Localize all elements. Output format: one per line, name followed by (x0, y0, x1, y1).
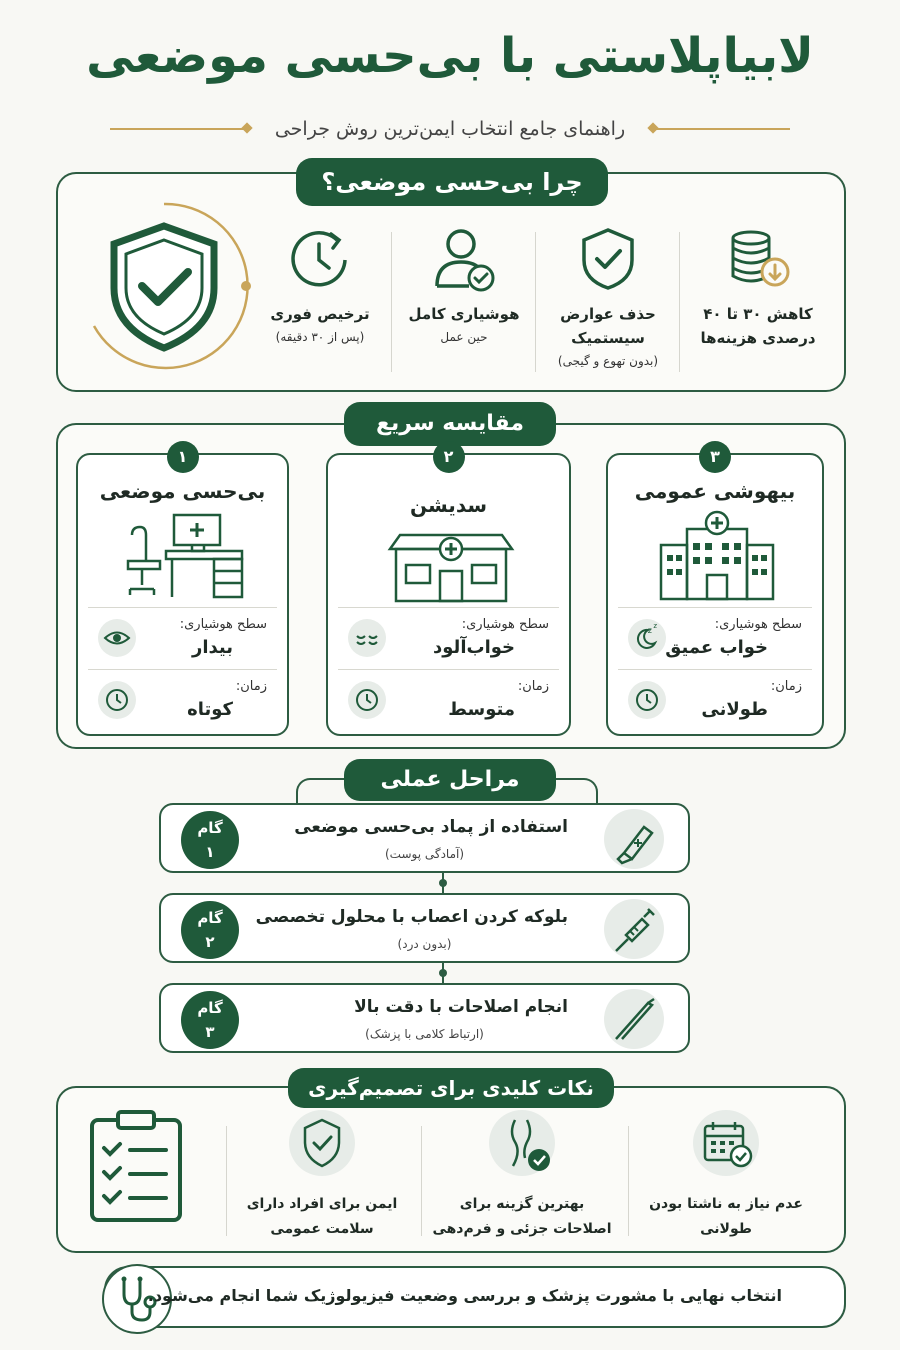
connector-dot (439, 969, 447, 977)
benefit-title: هوشیاری کامل (408, 305, 520, 323)
svg-text:z: z (653, 622, 657, 630)
benefit-awareness (394, 226, 534, 376)
benefit-subtitle: (بدون تهوع و گیجی) (557, 354, 659, 368)
tips-section-title: نکات کلیدی برای تصمیم‌گیری (288, 1068, 614, 1108)
clock-icon (628, 681, 666, 719)
step-badge-number: ۱ (205, 843, 215, 861)
card-title: بیهوشی عمومی (634, 479, 796, 503)
clock-icon (98, 681, 136, 719)
card-number: ۲ (433, 441, 465, 473)
divider (391, 232, 392, 372)
time-row (342, 675, 555, 727)
time-value: طولانی (701, 699, 768, 720)
tip-no-fasting (636, 1110, 816, 1242)
level-label: سطح هوشیاری: (179, 617, 267, 632)
step-badge-number: ۲ (205, 933, 215, 951)
level-row (622, 613, 808, 665)
card-number: ۳ (699, 441, 731, 473)
ointment-tube-icon (604, 809, 664, 869)
shield-check-icon (289, 1110, 355, 1176)
benefit-subtitle: حین عمل (440, 330, 488, 344)
divider (338, 607, 559, 608)
tip-best-option (432, 1110, 612, 1242)
divider (226, 1126, 227, 1236)
clock-icon (348, 681, 386, 719)
sleep-zz-icon (628, 619, 666, 657)
page-subtitle: راهنمای جامع انتخاب ایمن‌ترین روش جراحی (274, 118, 626, 140)
step-badge-number: ۳ (205, 1023, 215, 1041)
divider (679, 232, 680, 372)
divider (88, 607, 277, 608)
tip-line: عدم نیاز به ناشتا بودن (649, 1196, 803, 1212)
time-label: زمان: (517, 679, 549, 694)
office-desk-icon (122, 511, 248, 601)
benefit-subtitle: (پس از ۳۰ دقیقه) (275, 330, 365, 344)
benefit-title: کاهش ۳۰ تا ۴۰ درصدی هزینه‌ها (700, 305, 816, 347)
coins-down-icon (723, 226, 793, 292)
benefit-no-systemic (538, 226, 678, 376)
time-label: زمان: (770, 679, 802, 694)
card-local-anesthesia (76, 447, 289, 736)
user-check-icon (429, 226, 499, 292)
time-value: متوسط (448, 699, 515, 720)
gold-divider-left (110, 128, 251, 130)
divider (628, 1126, 629, 1236)
step-badge-label: گام (197, 909, 223, 927)
card-title: بی‌حسی موضعی (99, 479, 266, 503)
time-label: زمان: (235, 679, 267, 694)
shield-check-icon (578, 226, 638, 292)
step-title: بلوکه کردن اعصاب با محلول تخصصی (255, 907, 568, 927)
level-row (92, 613, 273, 665)
gold-divider-right (649, 128, 790, 130)
card-number: ۱ (167, 441, 199, 473)
subtitle-row (110, 112, 790, 146)
tweezers-icon (604, 989, 664, 1049)
card-title: سدیشن (409, 493, 488, 517)
level-label: سطح هوشیاری: (714, 617, 802, 632)
level-value: بیدار (191, 637, 233, 658)
benefit-title: حذف عوارض سیستمیک (560, 305, 656, 347)
final-note-text: انتخاب نهایی با مشورت پزشک و بررسی وضعیت فیزیولوژیک شما انجام می‌شود. (147, 1286, 782, 1305)
card-sedation (326, 447, 571, 736)
tip-line: ایمن برای افراد دارای (246, 1196, 398, 1212)
connector-dot (439, 879, 447, 887)
svg-text:z: z (647, 626, 652, 635)
time-row (92, 675, 273, 727)
syringe-icon (604, 899, 664, 959)
level-row (342, 613, 555, 665)
benefit-cost (688, 226, 828, 376)
hospital-icon (657, 509, 777, 601)
calendar-check-icon (693, 1110, 759, 1176)
page-title: لابیاپلاستی با بی‌حسی موضعی (86, 28, 814, 84)
step-title: استفاده از پماد بی‌حسی موضعی (294, 817, 568, 837)
level-label: سطح هوشیاری: (461, 617, 549, 632)
final-note (104, 1266, 846, 1328)
level-value: خواب‌آلود (433, 637, 515, 658)
time-value: کوتاه (187, 699, 233, 720)
clinic-icon (386, 527, 516, 603)
benefit-discharge (250, 226, 390, 376)
step-3 (159, 983, 690, 1053)
compare-section-title: مقایسه سریع (344, 402, 556, 446)
card-general-anesthesia (606, 447, 824, 736)
step-subtitle: (ارتباط کلامی با پزشک) (365, 1027, 484, 1041)
steps-section-title: مراحل عملی (344, 759, 556, 801)
benefit-title: ترخیص فوری (270, 305, 370, 323)
divider (535, 232, 536, 372)
divider (338, 669, 559, 670)
tip-safe (232, 1110, 412, 1242)
divider (421, 1126, 422, 1236)
clock-refresh-icon (285, 226, 355, 292)
divider (618, 669, 812, 670)
divider (618, 607, 812, 608)
step-1 (159, 803, 690, 873)
body-check-icon (489, 1110, 555, 1176)
step-title: انجام اصلاحات با دقت بالا (354, 997, 568, 1017)
tip-line: بهترین گزینه برای (459, 1196, 585, 1212)
level-value: خواب عمیق (665, 637, 768, 658)
divider (88, 669, 277, 670)
step-badge-label: گام (197, 999, 223, 1017)
eye-icon (98, 619, 136, 657)
drowsy-eyes-icon (348, 619, 386, 657)
step-badge-label: گام (197, 819, 223, 837)
tip-line: اصلاحات جزئی و فرم‌دهی (432, 1221, 612, 1237)
step-subtitle: (بدون درد) (397, 937, 452, 951)
tip-line: طولانی (700, 1221, 752, 1237)
big-shield-check-icon (74, 196, 254, 376)
why-section-title: چرا بی‌حسی موضعی؟ (296, 158, 608, 206)
tip-line: سلامت عمومی (270, 1221, 374, 1237)
step-subtitle: (آمادگی پوست) (384, 847, 465, 861)
step-2 (159, 893, 690, 963)
time-row (622, 675, 808, 727)
clipboard-checklist-icon (88, 1108, 184, 1224)
